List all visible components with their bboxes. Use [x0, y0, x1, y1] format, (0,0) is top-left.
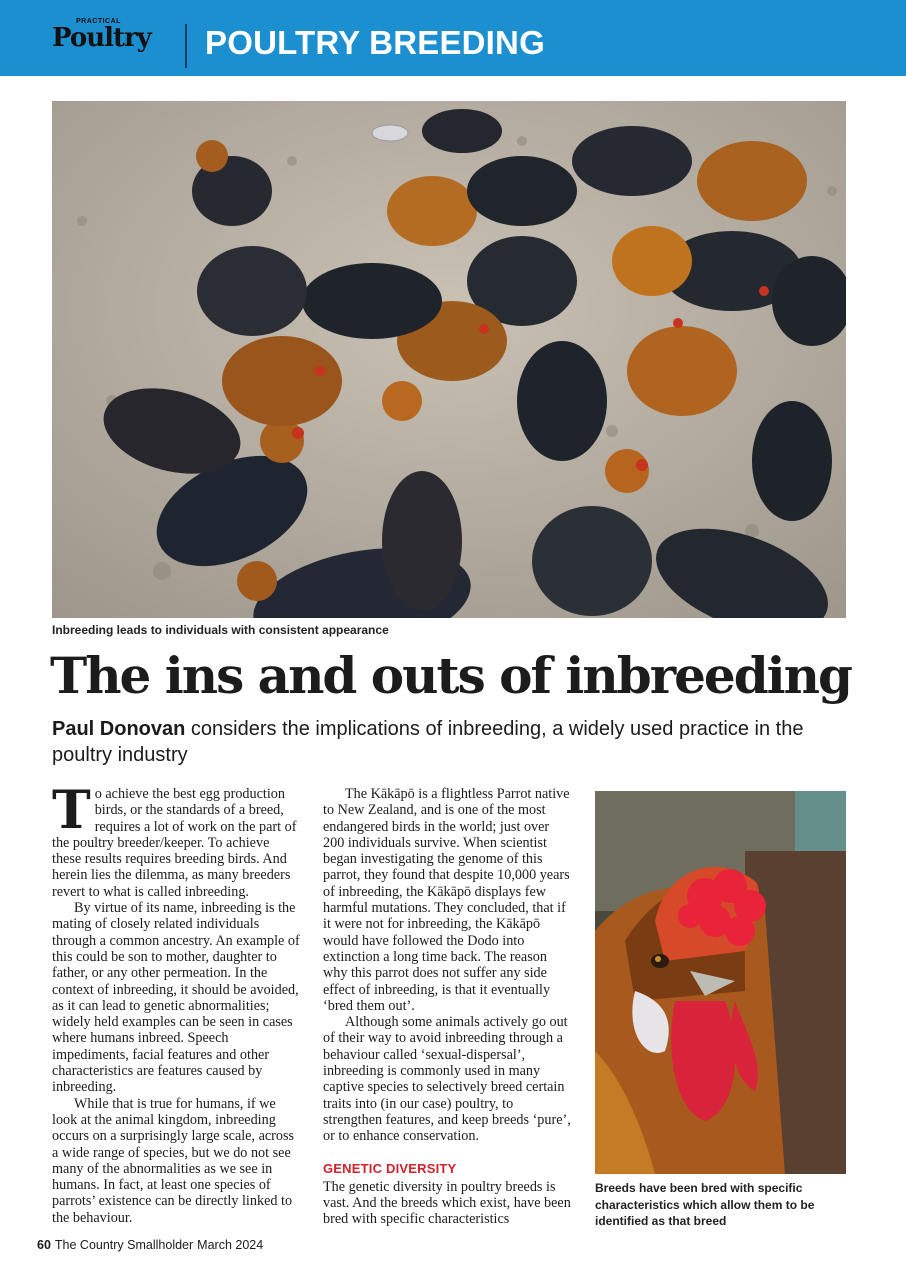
paragraph-2: By virtue of its name, inbreeding is the mating of closely related individuals through a common ancestry. An example of this could be son to mother, daughter to father, or any other permeation. In the context of inbreeding, it should be avoided, as it can lead to genetic abnormalities; widely held examples can be seen in cases where humans inbreed. Speech impediments, facial features and other characteristics are features caused by inbreeding.	[52, 900, 300, 1096]
section-title: POULTRY BREEDING	[205, 24, 545, 61]
article-headline: The ins and outs of inbreeding	[50, 646, 851, 705]
body-column-1	[52, 780, 300, 1226]
drop-cap: T	[52, 780, 91, 841]
paragraph-4: The Kākāpō is a flightless Parrot native to New Zealand, and is one of the most endangered birds in the world; just over 200 individuals survive. When scientist began investigating the genome of this parrot, they found that despite 10,000 years of inbreeding, the Kākāpō displays few harmful mutations. They concluded, that if it were not for inbreeding, the Kākāpō would have followed the Dodo into extinction a long time back. The reason why this parrot does not suffer any side effect of inbreeding, is that it eventually ‘bred them out’.	[323, 786, 570, 1014]
paragraph-1	[52, 780, 300, 900]
paragraph-6: The genetic diversity in poultry breeds is vast. And the breeds which exist, have been bred with specific characteristics	[323, 1178, 571, 1228]
paragraph-1-text: o achieve the best egg production birds, or the standards of a breed, requires a lot of work on the part of the poultry breeder/keeper. To achieve these results requires breeding birds. And herein lies the dilemma, as many breeders revert to what is called inbreeding.	[52, 786, 297, 900]
body-column-2	[323, 786, 573, 1228]
logo-wordmark: Poultry	[52, 23, 151, 53]
standfirst-text: considers the implications of inbreeding, a widely used practice in the poultry industry	[52, 718, 804, 766]
section-banner	[0, 0, 906, 76]
magazine-name: The Country Smallholder	[54, 1238, 194, 1252]
author-name: Paul Donovan	[52, 718, 186, 740]
page-number: 60	[37, 1238, 51, 1252]
hens-illustration	[52, 101, 846, 618]
logo-small-text: PRACTICAL	[76, 18, 121, 25]
rooster-illustration	[595, 791, 846, 1174]
magazine-logo	[52, 18, 180, 64]
rooster-caption: Breeds have been bred with specific characteristics which allow them to be identified as that breed	[595, 1181, 815, 1228]
page-footer	[37, 1238, 263, 1252]
rooster-photo	[595, 791, 846, 1174]
hero-caption: Inbreeding leads to individuals with consistent appearance	[52, 623, 389, 637]
subheading: GENETIC DIVERSITY	[323, 1160, 457, 1176]
paragraph-5: Although some animals actively go out of their way to avoid inbreeding through a behaviour called ‘sexual-dispersal’, inbreeding is commonly used in many captive species to selectively breed certain traits into (in our case) poultry, to strengthen features, and keep breeds ‘pure’, or to enhance conservation.	[323, 1014, 571, 1145]
paragraph-3: While that is true for humans, if we look at the animal kingdom, inbreeding occurs on a surprisingly large scale, across a wide range of species, but we do not see many of the abnormalities as we see in humans. In fact, at least one species of parrots’ existence can be directly linked to the behaviour.	[52, 1095, 295, 1226]
article-standfirst	[52, 716, 812, 768]
issue-date: March 2024	[197, 1238, 264, 1252]
hero-photo-hens	[52, 101, 846, 618]
banner-divider	[185, 24, 187, 68]
